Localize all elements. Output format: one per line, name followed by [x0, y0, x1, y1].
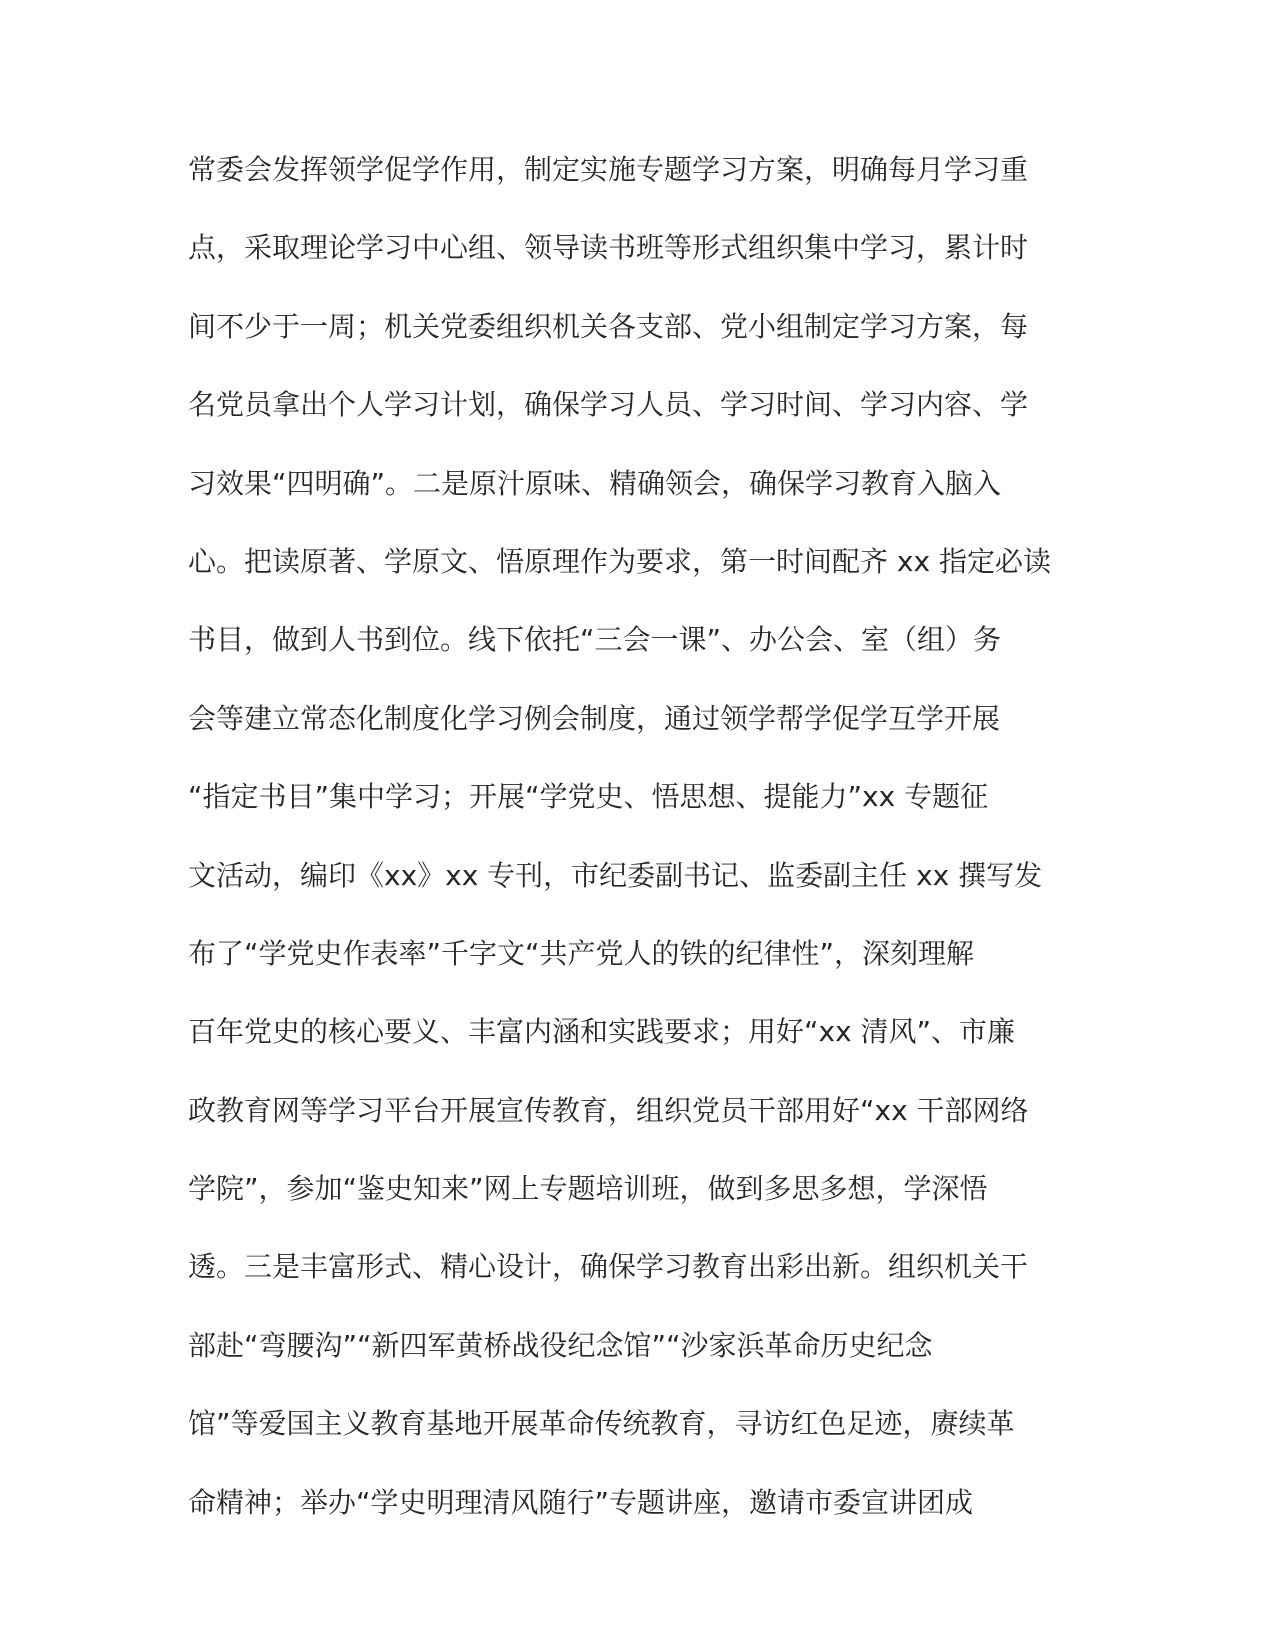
- text-line: 常委会发挥领学促学作用，制定实施专题学习方案，明确每月学习重: [188, 153, 1029, 186]
- text-line: 名党员拿出个人学习计划，确保学习人员、学习时间、学习内容、学: [188, 388, 1029, 422]
- text-line: 透。三是丰富形式、精心设计，确保学习教育出彩出新。组织机关干: [188, 1250, 1029, 1284]
- text-line: “指定书目”集中学习；开展“学党史、悟思想、提能力”xx 专题征: [188, 780, 989, 814]
- text-line: 布了“学党史作表率”千字文“共产党人的铁的纪律性”，深刻理解: [188, 936, 975, 970]
- text-line: 点，采取理论学习中心组、领导读书班等形式组织集中学习，累计时: [188, 231, 1029, 265]
- text-line: 间不少于一周；机关党委组织机关各支部、党小组制定学习方案，每: [188, 309, 1029, 343]
- text-line: 学院”，参加“鉴史知来”网上专题培训班，做到多思多想，学深悟: [188, 1172, 988, 1206]
- text-line: 部赴“弯腰沟”“新四军黄桥战役纪念馆”“沙家浜革命历史纪念: [188, 1328, 933, 1362]
- text-line: 文活动，编印《xx》xx 专刊，市纪委副书记、监委副主任 xx 撰写发: [188, 858, 1043, 892]
- text-line: 心。把读原著、学原文、悟原理作为要求，第一时间配齐 xx 指定必读: [188, 544, 1051, 578]
- text-line: 命精神；举办“学史明理清风随行”专题讲座，邀请市委宣讲团成: [188, 1485, 974, 1519]
- text-line: 书目，做到人书到位。线下依托“三会一课”、办公会、室（组）务: [188, 623, 1002, 657]
- text-line: 习效果“四明确”。二是原汁原味、精确领会，确保学习教育入脑入: [188, 466, 1002, 500]
- text-line: 会等建立常态化制度化学习例会制度，通过领学帮学促学互学开展: [188, 701, 1001, 735]
- text-line: 馆”等爱国主义教育基地开展革命传统教育，寻访红色足迹，赓续革: [188, 1407, 1015, 1441]
- text-line: 政教育网等学习平台开展宣传教育，组织党员干部用好“xx 干部网络: [188, 1093, 1029, 1127]
- body-text: [188, 146, 1088, 1557]
- text-line: 百年党史的核心要义、丰富内涵和实践要求；用好“xx 清风”、市廉: [188, 1015, 1016, 1049]
